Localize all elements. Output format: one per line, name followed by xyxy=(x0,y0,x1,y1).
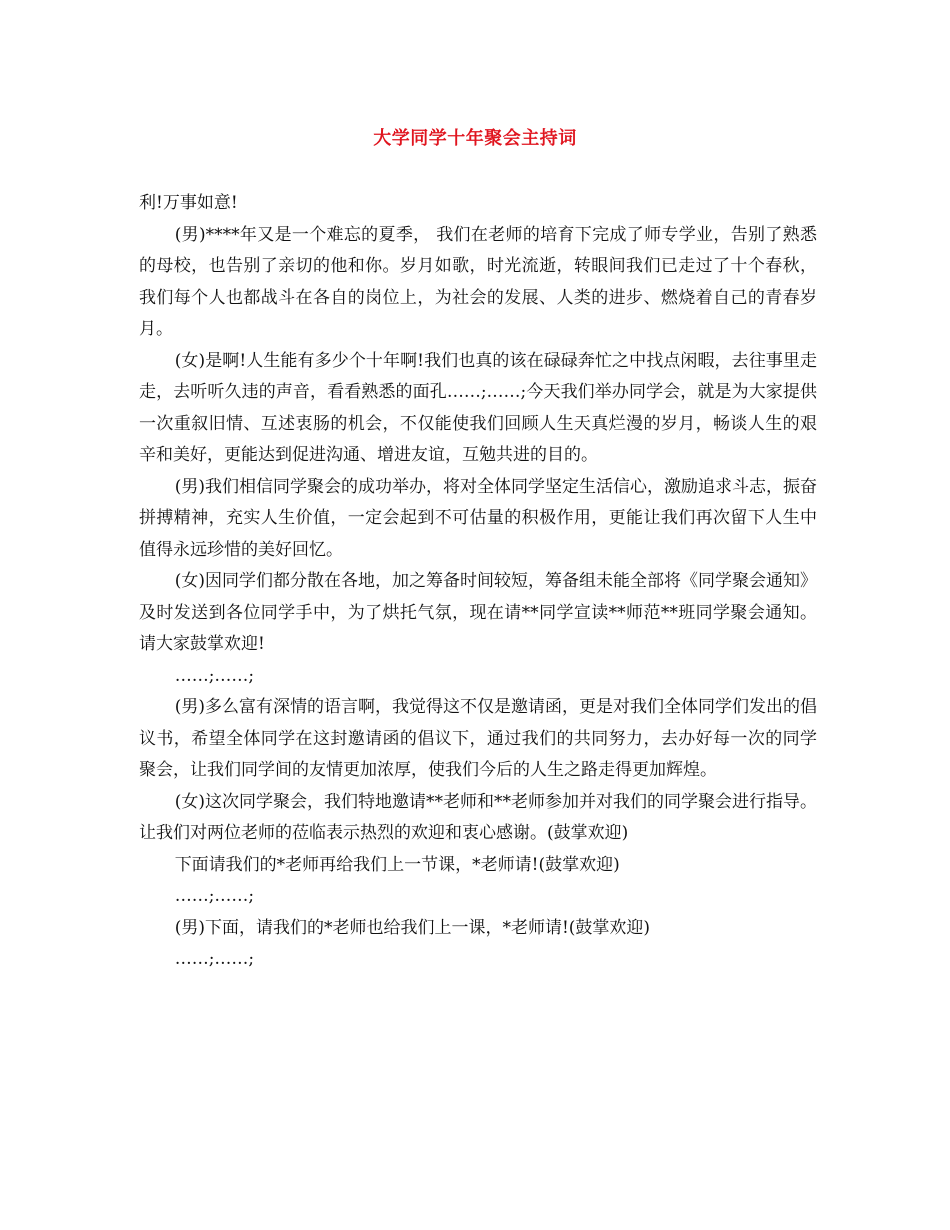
paragraph-8: (女)这次同学聚会，我们特地邀请**老师和**老师参加并对我们的同学聚会进行指导。让我们对两位老师的莅临表示热烈的欢迎和衷心感谢。(鼓掌欢迎) xyxy=(139,791,817,843)
paragraph-1: 利!万事如意! xyxy=(139,193,238,213)
document-body xyxy=(139,188,817,976)
paragraph-3: (女)是啊!人生能有多少个十年啊!我们也真的该在碌碌奔忙之中找点闲暇，去往事里走走，去听听久违的声音，看看熟悉的面孔……;……;今天我们举办同学会，就是为大家提供一次重叙旧情、互述衷肠的机会，不仅能使我们回顾人生天真烂漫的岁月，畅谈人生的艰辛和美好，更能达到促进沟通、增进友谊，互勉共进的目的。 xyxy=(139,350,817,465)
paragraph-9: 下面请我们的*老师再给我们上一节课，*老师请!(鼓掌欢迎) xyxy=(174,854,620,875)
paragraph-6: ……;……; xyxy=(174,665,255,686)
paragraph-12: ……;……; xyxy=(174,949,255,969)
paragraph-4: (男)我们相信同学聚会的成功举办，将对全体同学坚定生活信心，激励追求斗志，振奋拼搏精神，充实人生价值，一定会起到不可估量的积极作用，更能让我们再次留下人生中值得永远珍惜的美好回忆。 xyxy=(139,476,817,560)
paragraph-10: ……;……; xyxy=(174,886,255,906)
paragraph-11: (男)下面，请我们的*老师也给我们上一课，*老师请!(鼓掌欢迎) xyxy=(174,917,651,938)
paragraph-2: (男)****年又是一个难忘的夏季， 我们在老师的培育下完成了师专学业，告别了熟悉的母校，也告别了亲切的他和你。岁月如歌，时光流逝，转眼间我们已走过了十个春秋，我们每个人也都战斗在各自的岗位上，为社会的发展、人类的进步、燃烧着自己的青春岁月。 xyxy=(139,224,817,339)
paragraph-7: (男)多么富有深情的语言啊，我觉得这不仅是邀请函，更是对我们全体同学们发出的倡议书，希望全体同学在这封邀请函的倡议下，通过我们的共同努力，去办好每一次的同学聚会，让我们同学间的友情更加浓厚，使我们今后的人生之路走得更加辉煌。 xyxy=(139,697,817,780)
paragraph-5: (女)因同学们都分散在各地，加之筹备时间较短，筹备组未能全部将《同学聚会通知》及时发送到各位同学手中，为了烘托气氛，现在请**同学宣读**师范**班同学聚会通知。请大家鼓掌欢迎! xyxy=(139,571,817,654)
document-title: 大学同学十年聚会主持词 xyxy=(373,128,577,149)
